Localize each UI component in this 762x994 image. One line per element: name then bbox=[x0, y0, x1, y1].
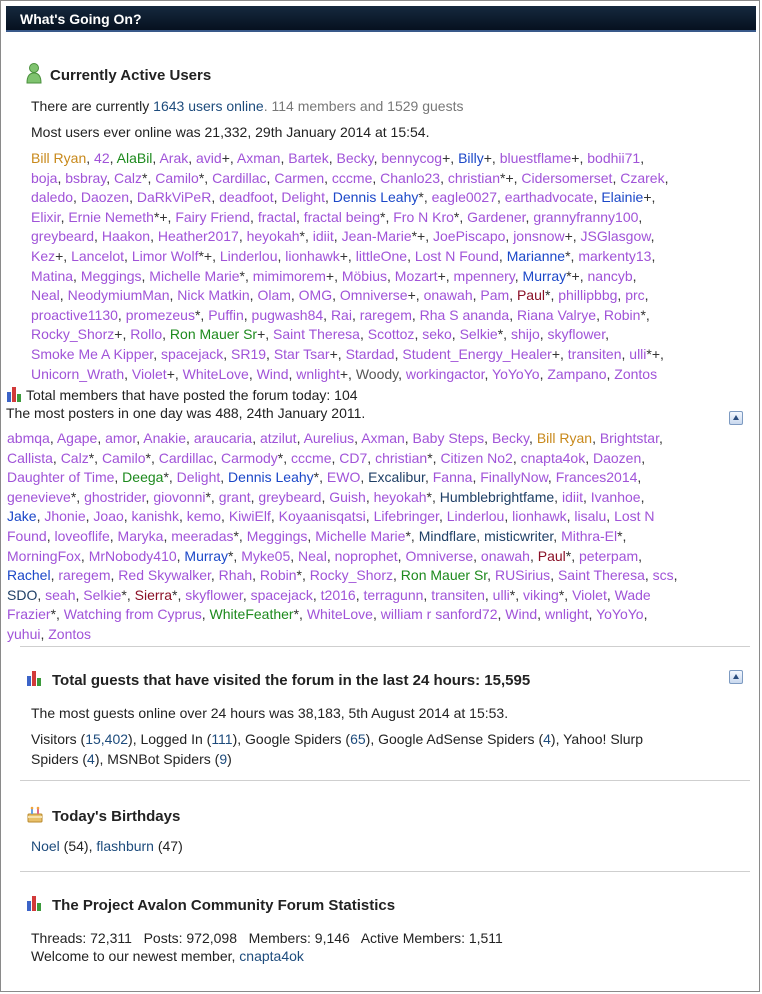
user-link[interactable]: Calz bbox=[114, 169, 143, 186]
user-link[interactable]: pugwash84 bbox=[251, 306, 324, 323]
user-link[interactable]: JoePiscapo bbox=[433, 228, 506, 245]
panel-header bbox=[6, 6, 756, 32]
user-link[interactable]: WhiteLove bbox=[306, 606, 373, 623]
user-link[interactable]: Camilo bbox=[101, 449, 146, 466]
user-link[interactable]: Anakie bbox=[143, 430, 187, 446]
user-link[interactable]: giovonni bbox=[153, 488, 206, 505]
user-link[interactable]: deadfoot bbox=[219, 189, 274, 206]
user-link[interactable]: Puffin bbox=[208, 306, 244, 323]
user-link[interactable]: Calz bbox=[60, 449, 89, 466]
user-link[interactable]: MrNobody410 bbox=[88, 547, 177, 564]
user-link[interactable]: FinallyNow bbox=[480, 469, 548, 486]
user-link[interactable]: Billy bbox=[458, 150, 484, 166]
birthday-cake-icon bbox=[26, 805, 44, 827]
user-link[interactable]: Fairy Friend bbox=[175, 208, 251, 225]
user-link[interactable]: Student_Energy_Healer bbox=[402, 345, 552, 362]
user-link[interactable]: Watching from Cyprus bbox=[63, 606, 202, 623]
user-link[interactable]: Meggings bbox=[80, 267, 142, 284]
guests-title: Total guests that have visited the forum in the last 24 hours: 15,595 bbox=[26, 670, 751, 690]
forum-stats-section bbox=[26, 895, 751, 915]
msnbot-spiders-link[interactable]: 9 bbox=[219, 751, 228, 767]
user-link[interactable]: bsbray bbox=[65, 169, 107, 186]
user-link[interactable]: Ron Mauer Sr bbox=[169, 326, 258, 343]
user-link[interactable]: Carmody bbox=[221, 449, 278, 466]
active-users-section bbox=[26, 62, 751, 88]
user-link[interactable]: Saint Theresa bbox=[273, 326, 360, 343]
user-link[interactable]: scs bbox=[652, 567, 674, 584]
user-link[interactable]: heyokah bbox=[246, 228, 300, 245]
user-link[interactable]: Star Tsar bbox=[273, 345, 330, 362]
forum-stats-counts: Threads: 72,311 Posts: 972,098 Members: 9,146 Active Members: 1,511 bbox=[31, 930, 503, 946]
user-link[interactable]: jonsnow bbox=[513, 228, 565, 245]
user-link[interactable]: Wind bbox=[505, 606, 538, 623]
users-online-link[interactable]: 1643 users online bbox=[153, 98, 264, 114]
user-link[interactable]: Cardillac bbox=[158, 449, 214, 466]
user-link[interactable]: Jean-Marie bbox=[341, 228, 412, 245]
user-link[interactable]: EWO bbox=[326, 469, 361, 486]
user-link[interactable]: Haakon bbox=[101, 228, 151, 245]
user-link[interactable]: araucaria bbox=[193, 430, 253, 446]
user-link[interactable]: Deega bbox=[122, 469, 164, 486]
guests-section bbox=[26, 670, 751, 690]
newest-member: Welcome to our newest member, cnapta4ok bbox=[31, 948, 304, 964]
user-link[interactable]: workingactor bbox=[405, 365, 485, 382]
user-link[interactable]: Nick Matkin bbox=[177, 287, 250, 304]
stats-chart-icon bbox=[26, 670, 44, 690]
user-link[interactable]: Gardener bbox=[467, 208, 526, 225]
most-guests: The most guests online over 24 hours was 38,183, 5th August 2014 at 15:53. bbox=[31, 705, 509, 721]
user-link[interactable]: lisalu bbox=[574, 508, 607, 525]
user-link[interactable]: Pam bbox=[480, 287, 510, 304]
user-link[interactable]: Sierra bbox=[134, 586, 172, 603]
user-link[interactable]: ulli bbox=[629, 345, 647, 362]
user-link[interactable]: raregem bbox=[58, 567, 111, 584]
user-link[interactable]: Joao bbox=[93, 508, 124, 525]
user-link[interactable]: Robin bbox=[259, 567, 297, 584]
user-link[interactable]: WhiteLove bbox=[182, 365, 249, 382]
user-link[interactable]: fractal bbox=[257, 208, 296, 225]
user-link[interactable]: Aurelius bbox=[303, 430, 355, 446]
user-link[interactable]: Frances2014 bbox=[555, 469, 638, 486]
user-link[interactable]: Dennis Leahy bbox=[228, 469, 314, 486]
user-link[interactable]: Citizen No2 bbox=[440, 449, 513, 466]
user-link[interactable]: Humblebrightfame bbox=[439, 488, 555, 505]
user-link[interactable]: fractal being bbox=[303, 208, 380, 225]
user-link[interactable]: spacejack bbox=[250, 586, 313, 603]
user-link[interactable]: DaRkViPeR bbox=[136, 189, 212, 206]
user-link[interactable]: viking bbox=[523, 586, 559, 603]
user-link[interactable]: boja bbox=[31, 169, 58, 186]
user-link[interactable]: Myke05 bbox=[241, 547, 291, 564]
user-link[interactable]: Linderlou bbox=[446, 508, 505, 525]
user-link[interactable]: Heather2017 bbox=[157, 228, 239, 245]
user-link[interactable]: MorningFox bbox=[7, 547, 81, 564]
user-link[interactable]: Limor Wolf bbox=[131, 247, 199, 264]
user-link[interactable]: Rocky_Shorz bbox=[309, 567, 394, 584]
user-link[interactable]: Maryka bbox=[117, 527, 164, 544]
birthday-user-link[interactable]: flashburn bbox=[96, 838, 154, 854]
user-link[interactable]: ulli bbox=[492, 586, 510, 603]
birthday-list: Noel (54), flashburn (47) bbox=[31, 838, 183, 854]
user-link[interactable]: peterpam bbox=[579, 547, 639, 564]
visitors-link[interactable]: 15,402 bbox=[85, 731, 129, 747]
guest-breakdown: Visitors (15,402), Logged In (111), Google Spiders (65), Google AdSense Spiders (4), Yahoo! Slurp Spiders (4), MSNBot Spiders (9) bbox=[31, 731, 643, 767]
user-link[interactable]: t2016 bbox=[320, 586, 356, 603]
user-link[interactable]: Paul bbox=[516, 287, 545, 304]
posted-today-section bbox=[6, 386, 750, 421]
user-link[interactable]: Omniverse bbox=[405, 547, 474, 564]
user-link[interactable]: idiit bbox=[312, 228, 334, 245]
user-link[interactable]: Fro N Kro bbox=[393, 208, 454, 225]
user-link[interactable]: Ivanhoe bbox=[590, 488, 641, 505]
user-link[interactable]: Koyaanisqatsi bbox=[278, 508, 366, 525]
user-link[interactable]: onawah bbox=[423, 287, 473, 304]
user-link[interactable]: Zontos bbox=[614, 365, 658, 382]
user-link[interactable]: 42 bbox=[94, 150, 110, 166]
user-link[interactable]: Rhah bbox=[218, 567, 253, 584]
user-link[interactable]: Rocky_Shorz bbox=[31, 326, 115, 343]
user-link[interactable]: loveoflife bbox=[54, 527, 110, 544]
user-link[interactable]: Murray bbox=[522, 267, 567, 284]
user-link[interactable]: Bill Ryan bbox=[536, 430, 593, 446]
user-link[interactable]: phillipbbg bbox=[558, 287, 618, 304]
user-link[interactable]: misticwriter bbox=[484, 527, 554, 544]
user-link[interactable]: Chanlo23 bbox=[380, 169, 441, 186]
user-link[interactable]: daledo bbox=[31, 189, 74, 206]
user-link[interactable]: Olam bbox=[257, 287, 291, 304]
user-link[interactable]: Frazier bbox=[7, 606, 51, 623]
user-link[interactable]: avid bbox=[196, 150, 222, 166]
user-link[interactable]: Violet bbox=[131, 365, 167, 382]
user-link[interactable]: lionhawk bbox=[512, 508, 567, 525]
yahoo-spiders-link[interactable]: 4 bbox=[87, 751, 95, 767]
user-link[interactable]: Rha S ananda bbox=[419, 306, 510, 323]
user-link[interactable]: proactive1130 bbox=[31, 306, 118, 323]
user-link[interactable]: Becky bbox=[491, 430, 530, 446]
user-link[interactable]: Excalibur bbox=[368, 469, 425, 486]
user-link[interactable]: Axman bbox=[361, 430, 405, 446]
user-link[interactable]: SR19 bbox=[231, 345, 267, 362]
user-link[interactable]: Arak bbox=[159, 150, 189, 166]
user-link[interactable]: shijo bbox=[510, 326, 540, 343]
user-link[interactable]: Elixir bbox=[31, 208, 61, 225]
user-link[interactable]: spacejack bbox=[160, 345, 224, 362]
user-link[interactable]: Carmen bbox=[274, 169, 325, 186]
user-link[interactable]: Omniverse bbox=[339, 287, 408, 304]
user-link[interactable]: abmqa bbox=[7, 430, 50, 446]
user-link[interactable]: Smoke Me A Kipper bbox=[31, 345, 154, 362]
user-link[interactable]: bodhii71 bbox=[587, 150, 641, 166]
user-link[interactable]: noprophet bbox=[334, 547, 398, 564]
user-link[interactable]: Daughter of Time bbox=[7, 469, 115, 486]
user-link[interactable]: Cidersomerset bbox=[521, 169, 613, 186]
user-link[interactable]: Mindflare bbox=[418, 527, 477, 544]
user-link[interactable]: Delight bbox=[176, 469, 221, 486]
user-link[interactable]: Scottoz bbox=[367, 326, 415, 343]
user-link[interactable]: Selkie bbox=[459, 326, 498, 343]
birthdays-section bbox=[26, 805, 751, 827]
user-link[interactable]: Lost N bbox=[614, 508, 655, 525]
user-link[interactable]: greybeard bbox=[258, 488, 322, 505]
user-link[interactable]: Jake bbox=[7, 508, 37, 525]
stats-chart-icon bbox=[6, 386, 26, 405]
user-link[interactable]: Camilo bbox=[155, 169, 199, 186]
user-link[interactable]: yuhui bbox=[7, 625, 41, 642]
user-link[interactable]: atzilut bbox=[259, 430, 297, 446]
user-link[interactable]: wnlight bbox=[296, 365, 340, 382]
user-link[interactable]: Selkie bbox=[83, 586, 122, 603]
user-link[interactable]: cnapta4ok bbox=[520, 449, 586, 466]
user-link[interactable]: Rollo bbox=[130, 326, 163, 343]
user-link[interactable]: william r sanford72 bbox=[380, 606, 498, 623]
user-link[interactable]: NeodymiumMan bbox=[67, 287, 170, 304]
user-link[interactable]: mpennery bbox=[453, 267, 515, 284]
user-link[interactable]: raregem bbox=[359, 306, 412, 323]
user-link[interactable]: transiten bbox=[431, 586, 485, 603]
collapse-icon[interactable] bbox=[729, 411, 743, 425]
panel-title: What's Going On? bbox=[20, 11, 142, 27]
google-spiders-link[interactable]: 65 bbox=[350, 731, 366, 747]
posted-users-list[interactable]: abmqa, Agape, amor, Anakie, araucaria, atzilut, Aurelius, Axman, Baby Steps, Becky, Bill Ryan, Brightstar, Callista, Calz*, Camilo*, Cardillac, Carmody*, cccme, CD7, christian*, Citizen No2, cnapta4ok, Daozen, Daughter of Time, Deega*, Delight, Dennis Leahy*, EWO, Excalibur, Fanna, FinallyNow, Frances2014, genevieve*, ghostrider, giovonni*, grant, greybeard, Guish, heyokah*, Humblebrightfame, idiit, Ivanhoe, Jake, Jhonie, Joao, kanishk, kemo, KiwiElf, Koyaanisqatsi, Lifebringer, Linderlou, lionhawk, lisalu, Lost N Found, loveoflife, Maryka, meeradas*, Meggings, Michelle Marie*, Mindflare, misticwriter, Mithra-El*, MorningFox, MrNobody410, Murray*, Myke05, Neal, noprophet, Omniverse, onawah, Paul*, peterpam, Rachel, raregem, Red Skywalker, Rhah, Robin*, Rocky_Shorz, Ron Mauer Sr, RUSirius, Saint Theresa, scs, SDO, seah, Selkie*, Sierra*, skyflower, spacejack, t2016, terragunn, transiten, ulli*, viking*, Violet, Wade Frazier*, Watching from Cyprus, WhiteFeather*, WhiteLove, william r sanford72, Wind, wnlight, YoYoYo, yuhui, Zontos bbox=[7, 430, 678, 642]
birthday-user-link[interactable]: Noel bbox=[31, 838, 60, 854]
user-link[interactable]: Callista bbox=[7, 449, 53, 466]
user-link[interactable]: Daozen bbox=[80, 189, 130, 206]
logged-in-link[interactable]: 111 bbox=[211, 731, 233, 747]
user-link[interactable]: Lancelot bbox=[71, 247, 125, 264]
most-users-ever: Most users ever online was 21,332, 29th January 2014 at 15:54. bbox=[31, 124, 430, 140]
user-link[interactable]: Bartek bbox=[288, 150, 329, 166]
user-link[interactable]: Jhonie bbox=[44, 508, 86, 525]
user-link[interactable]: markenty13 bbox=[578, 247, 652, 264]
user-link[interactable]: Found bbox=[7, 527, 47, 544]
user-link[interactable]: Ernie Nemeth bbox=[68, 208, 154, 225]
user-link[interactable]: skyflower bbox=[547, 326, 606, 343]
user-link[interactable]: onawah bbox=[480, 547, 530, 564]
user-link[interactable]: OMG bbox=[298, 287, 333, 304]
user-link[interactable]: Paul bbox=[537, 547, 566, 564]
user-link[interactable]: KiwiElf bbox=[228, 508, 271, 525]
user-link[interactable]: CD7 bbox=[339, 449, 368, 466]
user-link[interactable]: Rai bbox=[330, 306, 352, 323]
user-link[interactable]: Murray bbox=[184, 547, 228, 564]
newest-member-link[interactable]: cnapta4ok bbox=[239, 948, 304, 964]
user-link[interactable]: AlaBil bbox=[116, 150, 153, 166]
user-link[interactable]: Neal bbox=[31, 287, 60, 304]
user-link[interactable]: Unicorn_Wrath bbox=[31, 365, 125, 382]
user-link[interactable]: seah bbox=[45, 586, 76, 603]
user-link[interactable]: Becky bbox=[336, 150, 374, 166]
user-link[interactable]: Riana Valrye bbox=[516, 306, 597, 323]
user-link[interactable]: Ron Mauer Sr bbox=[400, 567, 488, 584]
user-link[interactable]: Lost N Found bbox=[414, 247, 499, 264]
active-users-list[interactable]: Bill Ryan, 42, AlaBil, Arak, avid+, Axman, Bartek, Becky, bennycog+, Billy+, bluestflame+, bodhii71, boja, bsbray, Calz*, Camilo*, Cardillac, Carmen, cccme, Chanlo23, christian*+, Cidersomerset, Czarek, daledo, Daozen, DaRkViPeR, deadfoot, Delight, Dennis Leahy*, eagle0027, earthadvocate, Elainie+, Elixir, Ernie Nemeth*+, Fairy Friend, fractal, fractal being*, Fro N Kro*, Gardener, grannyfranny100, greybeard, Haakon, Heather2017, heyokah*, idiit, Jean-Marie*+, JoePiscapo, jonsnow+, JSGlasgow, Kez+, Lancelot, Limor Wolf*+, Linderlou, lionhawk+, littleOne, Lost N Found, Marianne*, markenty13, Matina, Meggings, Michelle Marie*, mimimorem+, Möbius, Mozart+, mpennery, Murray*+, nancyb, Neal, NeodymiumMan, Nick Matkin, Olam, OMG, Omniverse+, onawah, Pam, Paul*, phillipbbg, prc, proactive1130, promezeus*, Puffin, pugwash84, Rai, raregem, Rha S ananda, Riana Valrye, Robin*, Rocky_Shorz+, Rollo, Ron Mauer Sr+, Saint Theresa, Scottoz, seko, Selkie*, shijo, skyflower, Smoke Me A Kipper, spacejack, SR19, Star Tsar+, Stardad, Student_Energy_Healer+, transiten, ulli*+, Unicorn_Wrath, Violet+, WhiteLove, Wind, wnlight+, Woody, workingactor, YoYoYo, Zampano, Zontos bbox=[31, 150, 669, 382]
user-link[interactable]: mimimorem bbox=[252, 267, 326, 284]
user-link[interactable]: Mithra-El bbox=[561, 527, 618, 544]
user-link[interactable]: meeradas bbox=[171, 527, 234, 544]
user-link[interactable]: Wade bbox=[614, 586, 651, 603]
user-link[interactable]: earthadvocate bbox=[504, 189, 594, 206]
user-link[interactable]: christian bbox=[447, 169, 500, 186]
user-link[interactable]: Neal bbox=[298, 547, 327, 564]
user-link[interactable]: Michelle Marie bbox=[315, 527, 406, 544]
user-link[interactable]: Zampano bbox=[547, 365, 607, 382]
user-link[interactable]: prc bbox=[625, 287, 645, 304]
user-link[interactable]: lionhawk bbox=[285, 247, 340, 264]
forum-stats-title: The Project Avalon Community Forum Statistics bbox=[26, 895, 751, 915]
user-link[interactable]: Stardad bbox=[345, 345, 395, 362]
stats-chart-icon bbox=[26, 895, 44, 915]
user-link[interactable]: Lifebringer bbox=[373, 508, 439, 525]
user-link[interactable]: Cardillac bbox=[212, 169, 267, 186]
user-link[interactable]: terragunn bbox=[363, 586, 424, 603]
user-link[interactable]: bennycog bbox=[381, 150, 443, 166]
user-link[interactable]: Guish bbox=[329, 488, 366, 505]
user-link[interactable]: WhiteFeather bbox=[209, 606, 294, 623]
user-link[interactable]: Meggings bbox=[246, 527, 308, 544]
user-link[interactable]: amor bbox=[105, 430, 137, 446]
user-link[interactable]: Bill Ryan bbox=[31, 150, 87, 166]
user-link[interactable]: Matina bbox=[31, 267, 74, 284]
user-link[interactable]: idiit bbox=[561, 488, 583, 505]
user-link[interactable]: Axman bbox=[236, 150, 281, 166]
user-link[interactable]: kanishk bbox=[131, 508, 180, 525]
user-link[interactable]: grannyfranny100 bbox=[533, 208, 639, 225]
user-link[interactable]: Baby Steps bbox=[412, 430, 485, 446]
user-link[interactable]: grant bbox=[218, 488, 251, 505]
user-link[interactable]: Robin bbox=[603, 306, 641, 323]
user-link[interactable]: skyflower bbox=[185, 586, 243, 603]
user-link[interactable]: cccme bbox=[331, 169, 373, 186]
user-link[interactable]: wnlight bbox=[544, 606, 589, 623]
collapse-icon[interactable] bbox=[729, 670, 743, 684]
user-link[interactable]: Fanna bbox=[432, 469, 473, 486]
user-link[interactable]: Brightstar bbox=[599, 430, 659, 446]
user-link[interactable]: Czarek bbox=[620, 169, 665, 186]
user-link[interactable]: bluestflame bbox=[499, 150, 572, 166]
user-link[interactable]: cccme bbox=[291, 449, 332, 466]
user-link[interactable]: nancyb bbox=[587, 267, 633, 284]
user-link[interactable]: Agape bbox=[56, 430, 98, 446]
user-link[interactable]: Daozen bbox=[592, 449, 642, 466]
user-link[interactable]: RUSirius bbox=[494, 567, 551, 584]
user-link[interactable]: promezeus bbox=[125, 306, 195, 323]
user-link[interactable]: Woody bbox=[355, 365, 399, 382]
user-link[interactable]: eagle0027 bbox=[431, 189, 498, 206]
user-link[interactable]: YoYoYo bbox=[492, 365, 540, 382]
user-link[interactable]: greybeard bbox=[31, 228, 95, 245]
most-posters: The most posters in one day was 488, 24th January 2011. bbox=[6, 405, 366, 421]
adsense-spiders-link[interactable]: 4 bbox=[543, 731, 551, 747]
user-link[interactable]: kemo bbox=[186, 508, 222, 525]
birthdays-title: Today's Birthdays bbox=[26, 805, 751, 827]
user-icon bbox=[26, 62, 42, 88]
user-link[interactable]: Violet bbox=[572, 586, 607, 603]
user-link[interactable]: YoYoYo bbox=[596, 606, 644, 623]
user-link[interactable]: ghostrider bbox=[84, 488, 146, 505]
user-link[interactable]: Zontos bbox=[48, 625, 92, 642]
user-link[interactable]: genevieve bbox=[7, 488, 71, 505]
user-link[interactable]: SDO bbox=[7, 586, 38, 603]
active-users-title: Currently Active Users bbox=[26, 62, 751, 88]
user-link[interactable]: Marianne bbox=[506, 247, 566, 264]
user-link[interactable]: Kez bbox=[31, 247, 56, 264]
user-link[interactable]: littleOne bbox=[355, 247, 408, 264]
user-link[interactable]: christian bbox=[375, 449, 428, 466]
user-link[interactable]: Dennis Leahy bbox=[332, 189, 419, 206]
user-link[interactable]: Mozart bbox=[394, 267, 438, 284]
user-link[interactable]: transiten bbox=[567, 345, 622, 362]
posted-today-count: Total members that have posted the forum today: 104 bbox=[6, 386, 750, 405]
user-link[interactable]: Möbius bbox=[341, 267, 387, 284]
user-link[interactable]: seko bbox=[422, 326, 452, 343]
user-link[interactable]: Michelle Marie bbox=[149, 267, 240, 284]
user-link[interactable]: Saint Theresa bbox=[557, 567, 645, 584]
user-link[interactable]: Elainie bbox=[601, 189, 644, 206]
user-link[interactable]: Rachel bbox=[7, 567, 51, 584]
user-link[interactable]: heyokah bbox=[373, 488, 427, 505]
active-users-summary: There are currently 1643 users online. 114 members and 1529 guests bbox=[31, 98, 464, 114]
user-link[interactable]: JSGlasgow bbox=[580, 228, 651, 245]
user-link[interactable]: Linderlou bbox=[219, 247, 278, 264]
user-link[interactable]: Wind bbox=[256, 365, 289, 382]
user-link[interactable]: Red Skywalker bbox=[118, 567, 211, 584]
user-link[interactable]: Delight bbox=[281, 189, 325, 206]
